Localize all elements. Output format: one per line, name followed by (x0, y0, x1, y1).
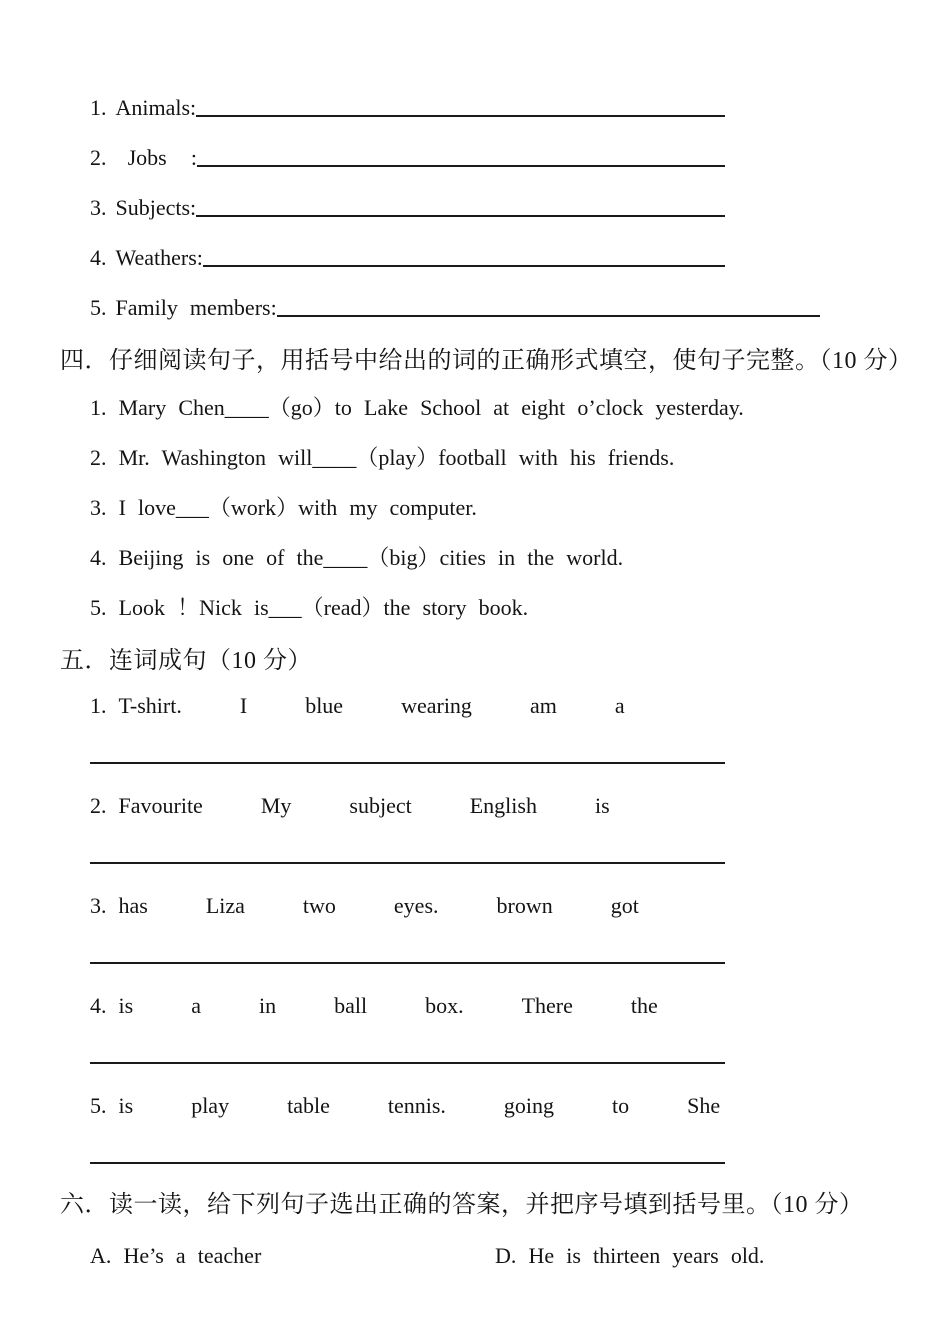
scramble-words-row (90, 1094, 950, 1118)
fill-blank-sentence: 3. I love___（work）with my computer. (90, 495, 477, 520)
item-number: 1. (90, 693, 107, 718)
blank-line (196, 115, 725, 117)
section6-heading: 六．读一读，给下列句子选出正确的答案，并把序号填到括号里。（10 分） (60, 1192, 864, 1218)
fill-blank-sentence: 5. Look ！Nick is___（read）the story book. (90, 595, 529, 620)
scramble-word: has (118, 893, 148, 918)
scramble-word: wearing (401, 693, 472, 718)
scramble-word: in (258, 993, 277, 1018)
section4-items (60, 396, 950, 620)
blank-line (197, 165, 725, 167)
item-number: 5. (90, 1093, 107, 1118)
scramble-words-row (90, 994, 950, 1018)
item-number: 4. (90, 993, 107, 1018)
scramble-word: am (529, 693, 557, 718)
vocab-item-subjects (90, 196, 725, 220)
item-label: Family members: (115, 295, 277, 320)
scramble-word: table (287, 1093, 330, 1118)
answer-blank-line (90, 862, 725, 864)
fill-blank-sentence: 4. Beijing is one of the____（big）cities in the world. (90, 545, 624, 570)
scramble-item-4 (90, 994, 950, 1064)
scramble-item-2 (90, 794, 950, 864)
vocab-item-jobs (90, 146, 725, 170)
item-number: 3. (90, 893, 107, 918)
scramble-word: My (260, 793, 292, 818)
answer-blank-line (90, 1162, 725, 1164)
item-label: Jobs : (115, 145, 198, 170)
scramble-word: play (191, 1093, 230, 1118)
scramble-word: a (191, 993, 201, 1018)
item-number: 3. (90, 195, 107, 220)
item-number: 2. (90, 793, 107, 818)
item-label: Weathers: (115, 245, 203, 270)
scramble-words-row (90, 894, 950, 918)
fill-blank-sentence: 1. Mary Chen____（go）to Lake School at eight o’clock yesterday. (90, 395, 744, 420)
scramble-word: is (118, 993, 134, 1018)
scramble-word: tennis. (387, 1093, 446, 1118)
scramble-word: subject (349, 793, 412, 818)
scramble-item-1 (90, 694, 950, 764)
vocab-item-animals (90, 96, 725, 120)
scramble-word: a (614, 693, 625, 718)
section4-heading: 四．仔细阅读句子，用括号中给出的词的正确形式填空，使句子完整。（10 分） (60, 348, 913, 374)
scramble-words (119, 994, 716, 1018)
scramble-word: to (612, 1093, 630, 1118)
scramble-words (119, 1094, 779, 1118)
scramble-word: two (302, 893, 336, 918)
item-number: 4. (90, 245, 107, 270)
item-label: Animals: (115, 95, 197, 120)
item-number: 1. (90, 95, 107, 120)
scramble-word: box. (425, 993, 464, 1018)
blank-line (277, 315, 820, 317)
scramble-word: English (469, 793, 537, 818)
fill-blank-sentence: 2. Mr. Washington will____（play）football with his friends. (90, 445, 675, 470)
answer-blank-line (90, 1062, 725, 1064)
scramble-words-row (90, 694, 950, 718)
option-a: A. He’s a teacher (90, 1243, 262, 1268)
answer-blank-line (90, 762, 725, 764)
section5-heading: 五．连词成句（10 分） (60, 648, 312, 674)
scramble-words-row (90, 794, 950, 818)
scramble-word: Favourite (118, 793, 203, 818)
item-label: Subjects: (115, 195, 197, 220)
answer-blank-line (90, 962, 725, 964)
scramble-word: blue (305, 693, 344, 718)
scramble-word: ball (334, 993, 368, 1018)
scramble-word: Liza (205, 893, 245, 918)
scramble-word: going (503, 1093, 555, 1118)
scramble-word: There (521, 993, 573, 1018)
scramble-word: is (594, 793, 610, 818)
scramble-words (119, 694, 683, 718)
blank-line (203, 265, 725, 267)
scramble-word: T-shirt. (118, 693, 182, 718)
vocab-section (60, 96, 950, 320)
vocab-item-weathers (90, 246, 725, 270)
scramble-word: is (118, 1093, 134, 1118)
scramble-word: got (610, 893, 639, 918)
blank-line (196, 215, 725, 217)
option-d: D. He is thirteen years old. (495, 1243, 765, 1268)
scramble-word: the (630, 993, 658, 1018)
scramble-word: I (239, 693, 248, 718)
item-number: 5. (90, 295, 107, 320)
vocab-item-family-members (90, 296, 820, 320)
scramble-item-5 (90, 1094, 950, 1164)
item-number: 2. (90, 145, 107, 170)
scramble-item-3 (90, 894, 950, 964)
scramble-word: eyes. (393, 893, 439, 918)
scramble-word: She (687, 1093, 721, 1118)
scramble-words (119, 794, 668, 818)
scramble-word: brown (496, 893, 553, 918)
scramble-words (119, 894, 697, 918)
section6-options (90, 1244, 950, 1268)
